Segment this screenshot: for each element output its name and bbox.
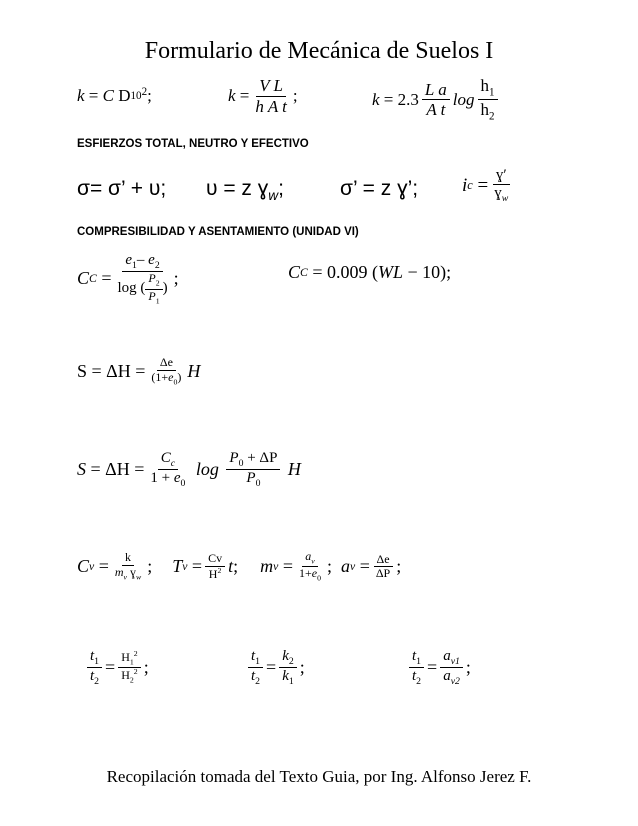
pore-pressure-sub: w [268, 188, 279, 204]
formula-cc-liquid-limit: C C = 0.009 ( WL − 10); [288, 262, 452, 282]
formula-time-ratio-av: $\frac{t_1}{t_2}$ = $\frac{a_{v1}}{a_{v2}}$ ; [406, 648, 471, 687]
footer-credit: Recopilación tomada del Texto Guia, por Ing. Alfonso Jerez F. [106, 767, 532, 786]
formula-critical-gradient: i c = $\frac{\text{ɣ′}}{ɣ_w}$ [462, 167, 509, 205]
formula-total-stress: σ= σ’ + ᴜ; [77, 177, 167, 200]
formula-settlement-void-ratio: S = ΔH = $\frac{\Delta e}{(1+e_0)}$ H [77, 355, 201, 387]
formula-consolidation: C v = $\frac{k}{m_v ɣ_w}$ ; T v = $\frac{Cv}{H^2}$ t ; m v = $\frac{a_v}{1+e_0}$ ; a v = $\frac{\Delta e}{\Delta P}$ ; [77, 549, 402, 583]
formula-pore-pressure [206, 177, 284, 203]
formula-cc-log: C C = $e_1-$ $e_2$ log ( $\frac{P_2}{P_1}$ ) ; [77, 252, 179, 305]
formula-time-ratio-h: $\frac{t_1}{t_2}$ = $\frac{H_1^2}{H_2^2}$ ; [84, 648, 149, 687]
page-title: Formulario de Mecánica de Suelos I [144, 38, 494, 64]
section-heading-esfuerzos: ESFIERZOS TOTAL, NEUTRO Y EFECTIVO [77, 138, 309, 150]
pore-pressure-end: ; [278, 177, 284, 200]
formula-effective-stress: σ’ = z ɣ’; [340, 177, 419, 200]
formula-k-falling-head: k = 2.3 $\frac{\text{L a}}{\text{A t}}$ log $\frac{h_1}{h_2}$ [372, 76, 501, 123]
section-heading-compresibilidad: COMPRESIBILIDAD Y ASENTAMIENTO (UNIDAD VI) [77, 226, 359, 238]
formula-k-constant-head: k = $\frac{\text{V L}}{\text{h A t}}$ ; [228, 76, 298, 116]
formula-time-ratio-k: $\frac{t_1}{t_2}$ = $\frac{k_2}{k_1}$ ; [245, 648, 305, 687]
pore-pressure-text: ᴜ = z ɣ [206, 177, 269, 200]
formula-settlement-cc: S = ΔH = $\frac{C_c}{1 + e_0}$ log $\frac{P_0 + \Delta P}{P_0}$ H [77, 450, 301, 490]
formula-k-hazen: k = C D 10 $^2$ ; [77, 86, 152, 105]
